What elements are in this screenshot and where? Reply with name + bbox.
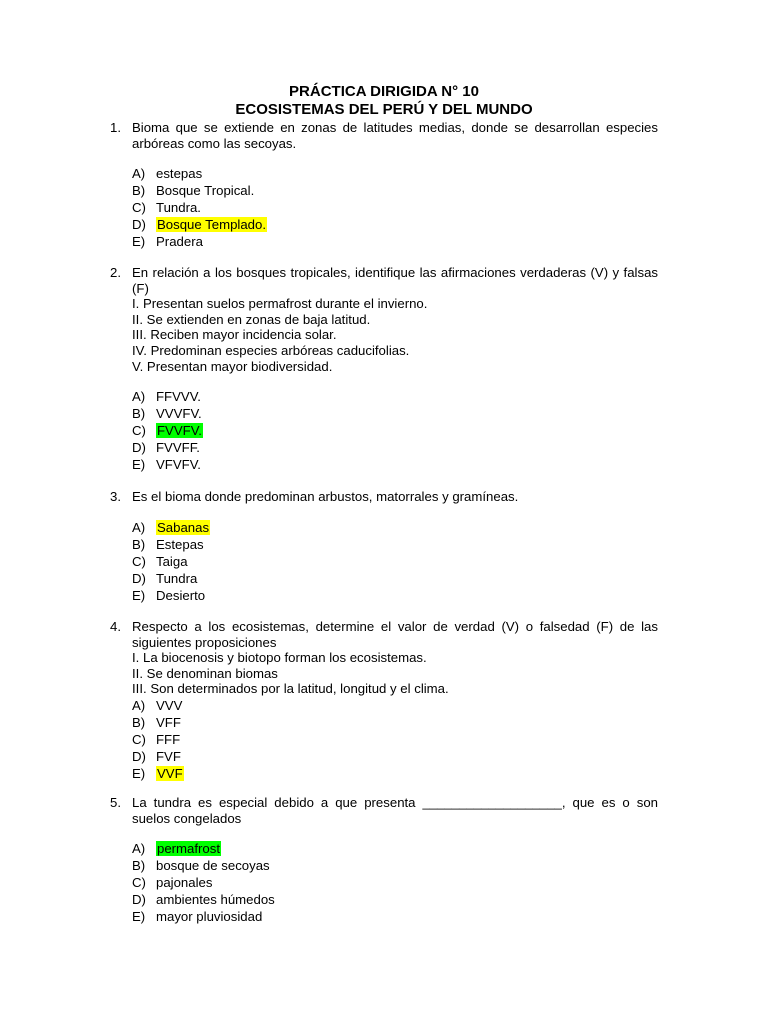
options-list — [132, 388, 658, 473]
question-text: Bioma que se extiende en zonas de latitudes medias, donde se desarrollan especies arbóreas como las secoyas. — [132, 120, 658, 151]
option-text: FFF — [156, 731, 181, 747]
statement: II. Se denominan biomas — [132, 665, 278, 681]
options-list — [132, 697, 658, 782]
statement: V. Presentan mayor biodiversidad. — [132, 358, 333, 374]
option-text: Desierto — [156, 587, 206, 603]
question-number: 1. — [110, 120, 121, 135]
option-a: A) permafrost — [132, 841, 221, 857]
question-number: 4. — [110, 619, 121, 634]
option-e: E) VFVFV. — [132, 457, 201, 473]
options-list — [132, 840, 658, 925]
statement: II. Se extienden en zonas de baja latitud. — [132, 311, 371, 327]
option-b: B) bosque de secoyas — [132, 858, 270, 874]
option-text: VFVFV. — [156, 457, 201, 473]
question-text: Respecto a los ecosistemas, determine el valor de verdad (V) o falsedad (F) de las siguientes proposiciones — [132, 619, 658, 650]
option-b: B) Estepas — [132, 536, 204, 552]
question-text: En relación a los bosques tropicales, identifique las afirmaciones verdaderas (V) y falsas (F) — [132, 265, 658, 296]
option-text: Bosque Tropical. — [156, 183, 255, 199]
option-c: C) Taiga — [132, 553, 188, 569]
option-text: FFVVV. — [156, 389, 201, 405]
option-text: Estepas — [156, 536, 204, 552]
option-a: A) VVV — [132, 697, 183, 713]
option-text: mayor pluviosidad — [156, 909, 263, 925]
option-text: VFF — [156, 714, 181, 730]
option-d: D) FVVFF. — [132, 440, 200, 456]
option-text-highlighted: VVF — [157, 765, 183, 781]
option-text: estepas — [156, 166, 203, 182]
option-b: B) VVVFV. — [132, 406, 202, 422]
option-c: C) pajonales — [132, 875, 213, 891]
question-3 — [110, 489, 658, 604]
page-subtitle: ECOSISTEMAS DEL PERÚ Y DEL MUNDO — [235, 100, 533, 118]
question-text: Es el bioma donde predominan arbustos, matorrales y gramíneas. — [132, 489, 519, 504]
option-text: VVVFV. — [156, 406, 202, 422]
statement: III. Reciben mayor incidencia solar. — [132, 327, 337, 343]
option-text-highlighted: Sabanas — [157, 519, 210, 535]
question-5 — [110, 795, 658, 925]
option-c: C) FFF — [132, 731, 181, 747]
page-title: PRÁCTICA DIRIGIDA N° 10 — [289, 83, 479, 100]
question-number: 5. — [110, 795, 121, 810]
option-e: E) mayor pluviosidad — [132, 909, 263, 925]
question-number: 3. — [110, 489, 121, 504]
option-text: FVVFF. — [156, 440, 200, 456]
option-text: FVF — [156, 748, 181, 764]
option-text: VVV — [156, 697, 183, 713]
option-c: C) FVVFV. — [132, 423, 202, 439]
option-text: Tundra. — [156, 200, 201, 216]
option-b: B) VFF — [132, 714, 181, 730]
option-b: B) Bosque Tropical. — [132, 183, 255, 199]
option-text: ambientes húmedos — [156, 892, 275, 908]
option-text: bosque de secoyas — [156, 858, 270, 874]
option-text-highlighted: Bosque Templado. — [157, 217, 266, 233]
option-text: Taiga — [156, 553, 188, 569]
option-d: D) ambientes húmedos — [132, 892, 275, 908]
statement: I. La biocenosis y biotopo forman los ecosistemas. — [132, 650, 427, 666]
statement: IV. Predominan especies arbóreas caducifolias. — [132, 342, 410, 358]
question-text: La tundra es especial debido a que presenta ___________________, que es o son suelos congelados — [132, 795, 658, 826]
option-d: D) Bosque Templado. — [132, 217, 266, 233]
option-text: Tundra — [156, 570, 198, 586]
option-e: E) Pradera — [132, 234, 203, 250]
option-a: A) Sabanas — [132, 519, 210, 535]
question-1 — [110, 120, 658, 250]
option-text: pajonales — [156, 875, 213, 891]
option-text-highlighted: FVVFV. — [157, 423, 202, 439]
question-number: 2. — [110, 265, 121, 280]
option-e: E) Desierto — [132, 587, 206, 603]
statement: III. Son determinados por la latitud, longitud y el clima. — [132, 681, 449, 697]
option-d: D) Tundra — [132, 570, 198, 586]
question-4 — [110, 619, 658, 782]
statement: I. Presentan suelos permafrost durante el invierno. — [132, 296, 428, 312]
document-header — [0, 83, 768, 118]
options-list — [132, 165, 658, 250]
option-a: A) estepas — [132, 166, 203, 182]
option-text: Pradera — [156, 234, 203, 250]
option-a: A) FFVVV. — [132, 389, 201, 405]
option-d: D) FVF — [132, 748, 181, 764]
options-list — [132, 519, 658, 604]
option-text-highlighted: permafrost — [157, 841, 221, 857]
question-2 — [110, 265, 658, 473]
option-c: C) Tundra. — [132, 200, 201, 216]
option-e: E) VVF — [132, 765, 183, 781]
